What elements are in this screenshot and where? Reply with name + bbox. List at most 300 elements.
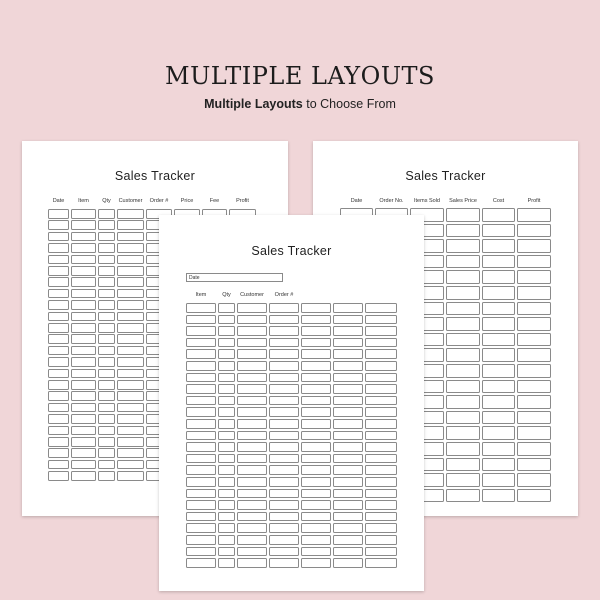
table-cell[interactable] — [48, 414, 69, 424]
table-cell[interactable] — [48, 357, 69, 367]
table-cell[interactable] — [365, 315, 397, 325]
table-cell[interactable] — [269, 442, 299, 452]
table-cell[interactable] — [117, 255, 144, 265]
table-cell[interactable] — [269, 396, 299, 406]
table-cell[interactable] — [218, 535, 235, 545]
table-cell[interactable] — [117, 289, 144, 299]
table-cell[interactable] — [117, 414, 144, 424]
table-cell[interactable] — [517, 473, 551, 487]
table-cell[interactable] — [517, 255, 551, 269]
table-cell[interactable] — [333, 326, 363, 336]
table-cell[interactable] — [237, 303, 267, 313]
table-cell[interactable] — [365, 373, 397, 383]
table-cell[interactable] — [237, 442, 267, 452]
table-cell[interactable] — [98, 460, 115, 470]
table-cell[interactable] — [482, 208, 515, 222]
table-cell[interactable] — [71, 220, 96, 230]
table-cell[interactable] — [269, 477, 299, 487]
table-cell[interactable] — [446, 348, 480, 362]
table-cell[interactable] — [237, 338, 267, 348]
table-cell[interactable] — [365, 500, 397, 510]
table-cell[interactable] — [98, 369, 115, 379]
table-cell[interactable] — [237, 477, 267, 487]
table-cell[interactable] — [333, 384, 363, 394]
table-cell[interactable] — [301, 315, 331, 325]
table-cell[interactable] — [98, 243, 115, 253]
table-cell[interactable] — [333, 512, 363, 522]
table-cell[interactable] — [482, 302, 515, 316]
table-cell[interactable] — [269, 558, 299, 568]
table-cell[interactable] — [218, 338, 235, 348]
table-cell[interactable] — [301, 373, 331, 383]
table-cell[interactable] — [117, 471, 144, 481]
table-cell[interactable] — [71, 380, 96, 390]
table-cell[interactable] — [333, 477, 363, 487]
table-cell[interactable] — [98, 209, 115, 219]
table-cell[interactable] — [446, 224, 480, 238]
table-cell[interactable] — [482, 489, 515, 503]
table-cell[interactable] — [98, 357, 115, 367]
table-cell[interactable] — [269, 489, 299, 499]
table-cell[interactable] — [446, 270, 480, 284]
table-cell[interactable] — [218, 523, 235, 533]
table-cell[interactable] — [365, 558, 397, 568]
table-cell[interactable] — [218, 419, 235, 429]
table-cell[interactable] — [301, 361, 331, 371]
table-cell[interactable] — [71, 255, 96, 265]
table-cell[interactable] — [365, 454, 397, 464]
table-cell[interactable] — [71, 426, 96, 436]
table-cell[interactable] — [517, 458, 551, 472]
table-cell[interactable] — [218, 431, 235, 441]
table-cell[interactable] — [237, 407, 267, 417]
table-cell[interactable] — [98, 220, 115, 230]
table-cell[interactable] — [365, 442, 397, 452]
table-cell[interactable] — [48, 220, 69, 230]
table-cell[interactable] — [237, 361, 267, 371]
table-cell[interactable] — [117, 266, 144, 276]
table-cell[interactable] — [98, 448, 115, 458]
table-cell[interactable] — [333, 396, 363, 406]
table-cell[interactable] — [482, 255, 515, 269]
table-cell[interactable] — [186, 477, 216, 487]
table-cell[interactable] — [333, 431, 363, 441]
table-cell[interactable] — [333, 373, 363, 383]
table-cell[interactable] — [98, 346, 115, 356]
table-cell[interactable] — [48, 323, 69, 333]
table-cell[interactable] — [517, 442, 551, 456]
table-cell[interactable] — [301, 465, 331, 475]
table-cell[interactable] — [365, 338, 397, 348]
table-cell[interactable] — [446, 411, 480, 425]
table-cell[interactable] — [237, 396, 267, 406]
table-cell[interactable] — [301, 326, 331, 336]
table-cell[interactable] — [269, 500, 299, 510]
table-cell[interactable] — [48, 471, 69, 481]
table-cell[interactable] — [269, 454, 299, 464]
table-cell[interactable] — [301, 512, 331, 522]
table-cell[interactable] — [482, 380, 515, 394]
table-cell[interactable] — [218, 407, 235, 417]
table-cell[interactable] — [48, 346, 69, 356]
table-cell[interactable] — [301, 396, 331, 406]
table-cell[interactable] — [333, 338, 363, 348]
table-cell[interactable] — [218, 558, 235, 568]
table-cell[interactable] — [48, 380, 69, 390]
table-cell[interactable] — [71, 209, 96, 219]
table-cell[interactable] — [269, 326, 299, 336]
table-cell[interactable] — [365, 512, 397, 522]
table-cell[interactable] — [269, 535, 299, 545]
table-cell[interactable] — [269, 407, 299, 417]
table-cell[interactable] — [301, 523, 331, 533]
table-cell[interactable] — [218, 442, 235, 452]
table-cell[interactable] — [237, 384, 267, 394]
table-cell[interactable] — [48, 266, 69, 276]
table-cell[interactable] — [186, 489, 216, 499]
table-cell[interactable] — [301, 489, 331, 499]
table-cell[interactable] — [517, 224, 551, 238]
table-cell[interactable] — [446, 364, 480, 378]
table-cell[interactable] — [186, 535, 216, 545]
table-cell[interactable] — [237, 315, 267, 325]
table-cell[interactable] — [237, 349, 267, 359]
table-cell[interactable] — [218, 396, 235, 406]
table-cell[interactable] — [117, 357, 144, 367]
table-cell[interactable] — [48, 369, 69, 379]
table-cell[interactable] — [71, 300, 96, 310]
table-cell[interactable] — [333, 465, 363, 475]
table-cell[interactable] — [237, 512, 267, 522]
table-cell[interactable] — [301, 535, 331, 545]
table-cell[interactable] — [301, 338, 331, 348]
table-cell[interactable] — [71, 323, 96, 333]
table-cell[interactable] — [218, 454, 235, 464]
table-cell[interactable] — [98, 403, 115, 413]
table-cell[interactable] — [269, 384, 299, 394]
table-cell[interactable] — [482, 411, 515, 425]
table-cell[interactable] — [237, 535, 267, 545]
table-cell[interactable] — [446, 239, 480, 253]
table-cell[interactable] — [71, 369, 96, 379]
table-cell[interactable] — [117, 437, 144, 447]
table-cell[interactable] — [269, 373, 299, 383]
table-cell[interactable] — [269, 338, 299, 348]
table-cell[interactable] — [186, 303, 216, 313]
table-cell[interactable] — [237, 547, 267, 557]
table-cell[interactable] — [98, 277, 115, 287]
table-cell[interactable] — [71, 471, 96, 481]
table-cell[interactable] — [98, 414, 115, 424]
table-cell[interactable] — [301, 558, 331, 568]
table-cell[interactable] — [365, 489, 397, 499]
table-cell[interactable] — [98, 471, 115, 481]
table-cell[interactable] — [269, 349, 299, 359]
table-cell[interactable] — [48, 300, 69, 310]
table-cell[interactable] — [301, 442, 331, 452]
table-cell[interactable] — [517, 333, 551, 347]
table-cell[interactable] — [98, 334, 115, 344]
table-cell[interactable] — [71, 460, 96, 470]
table-cell[interactable] — [517, 286, 551, 300]
table-cell[interactable] — [98, 380, 115, 390]
table-cell[interactable] — [269, 431, 299, 441]
table-cell[interactable] — [48, 312, 69, 322]
table-cell[interactable] — [218, 512, 235, 522]
table-cell[interactable] — [517, 395, 551, 409]
table-cell[interactable] — [333, 349, 363, 359]
table-cell[interactable] — [48, 391, 69, 401]
table-cell[interactable] — [218, 373, 235, 383]
table-cell[interactable] — [117, 232, 144, 242]
table-cell[interactable] — [482, 333, 515, 347]
table-cell[interactable] — [186, 558, 216, 568]
table-cell[interactable] — [365, 465, 397, 475]
table-cell[interactable] — [186, 326, 216, 336]
table-cell[interactable] — [237, 431, 267, 441]
table-cell[interactable] — [517, 426, 551, 440]
table-cell[interactable] — [186, 315, 216, 325]
table-cell[interactable] — [446, 333, 480, 347]
table-cell[interactable] — [117, 220, 144, 230]
table-cell[interactable] — [333, 303, 363, 313]
table-cell[interactable] — [482, 317, 515, 331]
table-cell[interactable] — [333, 361, 363, 371]
table-cell[interactable] — [186, 512, 216, 522]
table-cell[interactable] — [71, 232, 96, 242]
table-cell[interactable] — [301, 407, 331, 417]
table-cell[interactable] — [218, 547, 235, 557]
table-cell[interactable] — [301, 547, 331, 557]
table-cell[interactable] — [482, 286, 515, 300]
table-cell[interactable] — [365, 361, 397, 371]
table-cell[interactable] — [71, 437, 96, 447]
table-cell[interactable] — [237, 500, 267, 510]
table-cell[interactable] — [218, 315, 235, 325]
table-cell[interactable] — [71, 414, 96, 424]
table-cell[interactable] — [365, 431, 397, 441]
table-cell[interactable] — [48, 243, 69, 253]
table-cell[interactable] — [301, 349, 331, 359]
table-cell[interactable] — [517, 208, 551, 222]
table-cell[interactable] — [186, 373, 216, 383]
table-cell[interactable] — [186, 396, 216, 406]
table-cell[interactable] — [446, 426, 480, 440]
table-cell[interactable] — [117, 403, 144, 413]
table-cell[interactable] — [186, 523, 216, 533]
table-cell[interactable] — [237, 373, 267, 383]
table-cell[interactable] — [237, 326, 267, 336]
table-cell[interactable] — [48, 232, 69, 242]
table-cell[interactable] — [218, 489, 235, 499]
table-cell[interactable] — [71, 357, 96, 367]
table-cell[interactable] — [301, 500, 331, 510]
table-cell[interactable] — [71, 312, 96, 322]
date-field[interactable]: Date — [186, 273, 283, 282]
table-cell[interactable] — [333, 558, 363, 568]
table-cell[interactable] — [301, 431, 331, 441]
table-cell[interactable] — [517, 364, 551, 378]
table-cell[interactable] — [117, 426, 144, 436]
table-cell[interactable] — [482, 426, 515, 440]
table-cell[interactable] — [365, 547, 397, 557]
table-cell[interactable] — [98, 312, 115, 322]
table-cell[interactable] — [117, 380, 144, 390]
table-cell[interactable] — [117, 448, 144, 458]
table-cell[interactable] — [365, 384, 397, 394]
table-cell[interactable] — [482, 364, 515, 378]
table-cell[interactable] — [446, 317, 480, 331]
table-cell[interactable] — [446, 208, 480, 222]
table-cell[interactable] — [186, 361, 216, 371]
table-cell[interactable] — [218, 384, 235, 394]
table-cell[interactable] — [365, 349, 397, 359]
table-cell[interactable] — [269, 523, 299, 533]
table-cell[interactable] — [98, 266, 115, 276]
table-cell[interactable] — [48, 403, 69, 413]
table-cell[interactable] — [269, 303, 299, 313]
table-cell[interactable] — [365, 477, 397, 487]
table-cell[interactable] — [365, 535, 397, 545]
table-cell[interactable] — [71, 334, 96, 344]
table-cell[interactable] — [482, 442, 515, 456]
table-cell[interactable] — [365, 523, 397, 533]
table-cell[interactable] — [186, 384, 216, 394]
table-cell[interactable] — [446, 286, 480, 300]
table-cell[interactable] — [186, 547, 216, 557]
table-cell[interactable] — [48, 255, 69, 265]
table-cell[interactable] — [71, 448, 96, 458]
table-cell[interactable] — [269, 465, 299, 475]
table-cell[interactable] — [517, 348, 551, 362]
table-cell[interactable] — [48, 460, 69, 470]
table-cell[interactable] — [98, 323, 115, 333]
table-cell[interactable] — [301, 303, 331, 313]
table-cell[interactable] — [71, 289, 96, 299]
table-cell[interactable] — [333, 547, 363, 557]
table-cell[interactable] — [365, 326, 397, 336]
table-cell[interactable] — [482, 458, 515, 472]
table-cell[interactable] — [98, 391, 115, 401]
table-cell[interactable] — [482, 395, 515, 409]
table-cell[interactable] — [48, 209, 69, 219]
table-cell[interactable] — [117, 243, 144, 253]
table-cell[interactable] — [48, 448, 69, 458]
table-cell[interactable] — [237, 489, 267, 499]
table-cell[interactable] — [365, 407, 397, 417]
table-cell[interactable] — [71, 277, 96, 287]
table-cell[interactable] — [117, 391, 144, 401]
table-cell[interactable] — [117, 300, 144, 310]
table-cell[interactable] — [117, 460, 144, 470]
table-cell[interactable] — [71, 403, 96, 413]
table-cell[interactable] — [186, 500, 216, 510]
table-cell[interactable] — [269, 512, 299, 522]
table-cell[interactable] — [365, 303, 397, 313]
table-cell[interactable] — [333, 500, 363, 510]
table-cell[interactable] — [48, 289, 69, 299]
table-cell[interactable] — [446, 442, 480, 456]
table-cell[interactable] — [482, 239, 515, 253]
table-cell[interactable] — [98, 300, 115, 310]
table-cell[interactable] — [237, 523, 267, 533]
table-cell[interactable] — [117, 323, 144, 333]
table-cell[interactable] — [237, 454, 267, 464]
table-cell[interactable] — [237, 558, 267, 568]
table-cell[interactable] — [517, 302, 551, 316]
table-cell[interactable] — [269, 419, 299, 429]
table-cell[interactable] — [446, 255, 480, 269]
table-cell[interactable] — [333, 523, 363, 533]
table-cell[interactable] — [446, 302, 480, 316]
table-cell[interactable] — [218, 361, 235, 371]
table-cell[interactable] — [48, 277, 69, 287]
table-cell[interactable] — [71, 243, 96, 253]
table-cell[interactable] — [71, 266, 96, 276]
table-cell[interactable] — [482, 348, 515, 362]
table-cell[interactable] — [48, 334, 69, 344]
table-cell[interactable] — [517, 489, 551, 503]
table-cell[interactable] — [269, 315, 299, 325]
table-cell[interactable] — [482, 473, 515, 487]
table-cell[interactable] — [98, 437, 115, 447]
table-cell[interactable] — [237, 465, 267, 475]
table-cell[interactable] — [186, 407, 216, 417]
table-cell[interactable] — [48, 426, 69, 436]
table-cell[interactable] — [117, 334, 144, 344]
table-cell[interactable] — [301, 384, 331, 394]
table-cell[interactable] — [186, 454, 216, 464]
table-cell[interactable] — [365, 396, 397, 406]
table-cell[interactable] — [117, 209, 144, 219]
table-cell[interactable] — [333, 407, 363, 417]
table-cell[interactable] — [186, 431, 216, 441]
table-cell[interactable] — [117, 369, 144, 379]
table-cell[interactable] — [117, 277, 144, 287]
table-cell[interactable] — [446, 473, 480, 487]
table-cell[interactable] — [186, 442, 216, 452]
table-cell[interactable] — [333, 454, 363, 464]
table-cell[interactable] — [218, 500, 235, 510]
table-cell[interactable] — [517, 380, 551, 394]
table-cell[interactable] — [482, 270, 515, 284]
table-cell[interactable] — [446, 489, 480, 503]
table-cell[interactable] — [98, 426, 115, 436]
table-cell[interactable] — [301, 477, 331, 487]
table-cell[interactable] — [98, 255, 115, 265]
table-cell[interactable] — [333, 535, 363, 545]
table-cell[interactable] — [333, 442, 363, 452]
table-cell[interactable] — [71, 391, 96, 401]
table-cell[interactable] — [237, 419, 267, 429]
table-cell[interactable] — [446, 380, 480, 394]
table-cell[interactable] — [117, 312, 144, 322]
table-cell[interactable] — [517, 239, 551, 253]
table-cell[interactable] — [333, 489, 363, 499]
table-cell[interactable] — [446, 395, 480, 409]
table-cell[interactable] — [71, 346, 96, 356]
table-cell[interactable] — [517, 270, 551, 284]
table-cell[interactable] — [218, 477, 235, 487]
table-cell[interactable] — [482, 224, 515, 238]
table-cell[interactable] — [48, 437, 69, 447]
table-cell[interactable] — [186, 338, 216, 348]
table-cell[interactable] — [98, 289, 115, 299]
table-cell[interactable] — [365, 419, 397, 429]
table-cell[interactable] — [301, 419, 331, 429]
table-cell[interactable] — [98, 232, 115, 242]
table-cell[interactable] — [218, 303, 235, 313]
